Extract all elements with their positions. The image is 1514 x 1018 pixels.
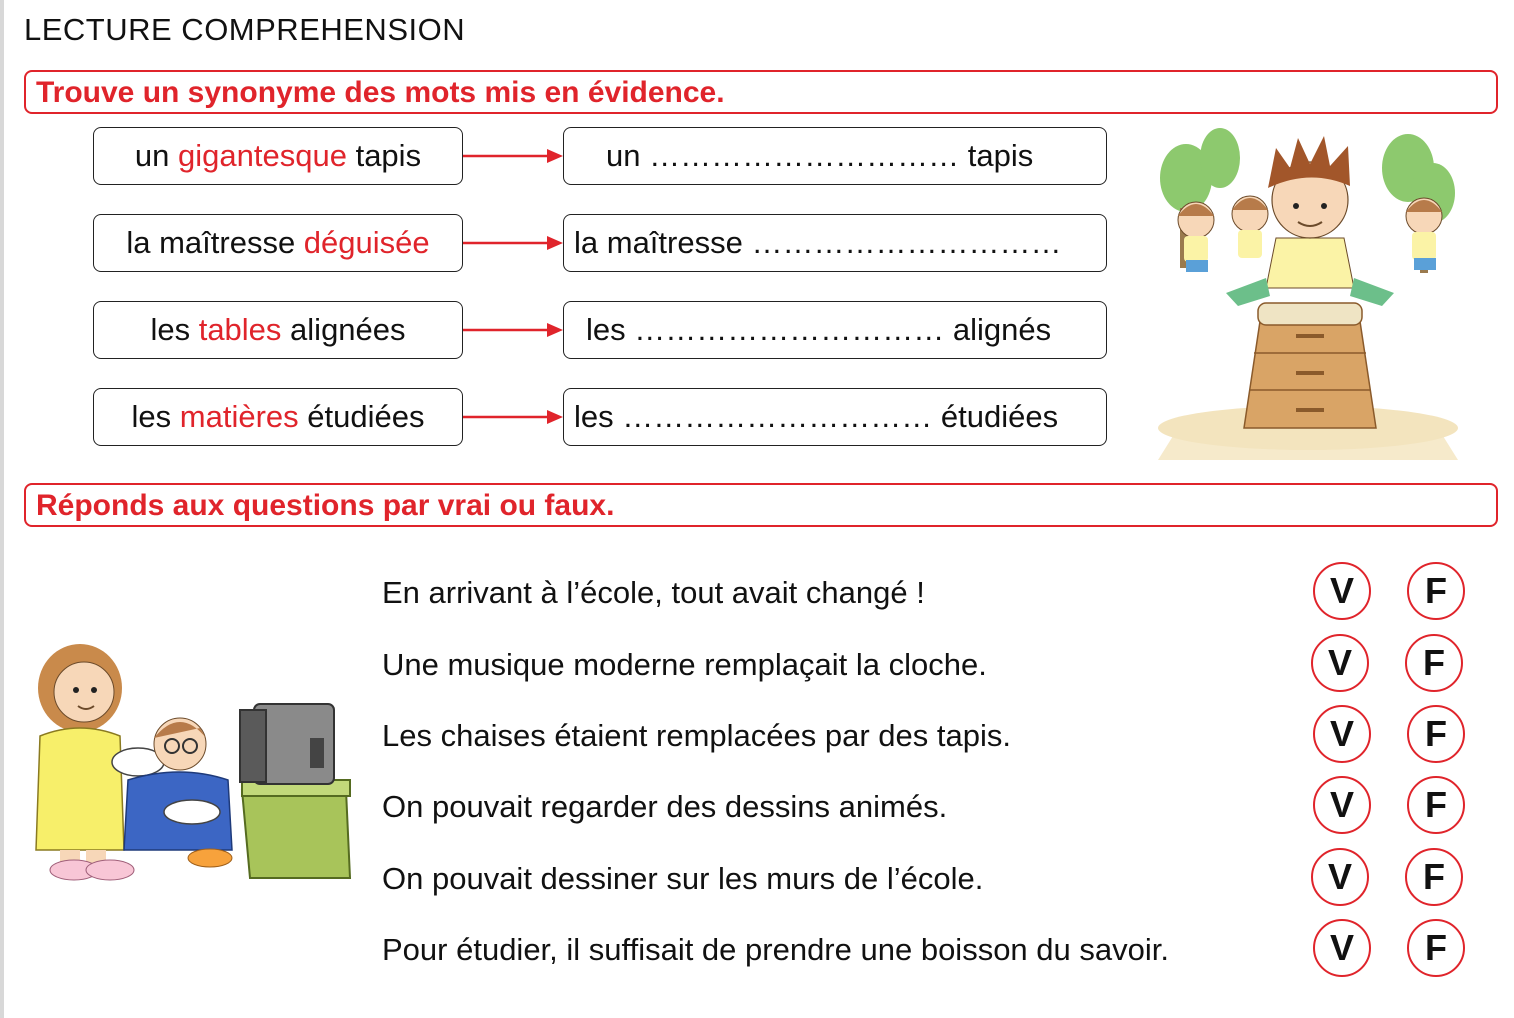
answer-prefix: les [574, 399, 623, 434]
false-choice-button[interactable]: F [1405, 848, 1463, 906]
answer-prefix: la maîtresse [574, 225, 752, 260]
question-text: On pouvait dessiner sur les murs de l’école. [382, 861, 984, 896]
highlighted-word: gigantesque [178, 138, 347, 173]
children-watching-tv-illustration [20, 640, 360, 890]
arrow-right-icon [463, 407, 563, 427]
true-false-instruction: Réponds aux questions par vrai ou faux. [24, 483, 1498, 527]
true-choice-button[interactable]: V [1313, 776, 1371, 834]
answer-box[interactable] [563, 127, 1107, 185]
question-text: On pouvait regarder des dessins animés. [382, 789, 948, 824]
false-choice-button[interactable]: F [1407, 562, 1465, 620]
phrase-text: la maîtresse [126, 225, 304, 260]
source-phrase-box [93, 127, 463, 185]
arrow-right-icon [463, 233, 563, 253]
source-phrase-box [93, 388, 463, 446]
phrase-text: étudiées [298, 399, 425, 434]
answer-blank[interactable]: ………………………… [751, 225, 1062, 260]
highlighted-word: matières [179, 399, 299, 434]
true-choice-button[interactable]: V [1311, 634, 1369, 692]
phrase-text: les [150, 312, 199, 347]
question-text: Les chaises étaient remplacées par des tapis. [382, 718, 1011, 753]
true-choice-button[interactable]: V [1313, 562, 1371, 620]
false-choice-button[interactable]: F [1405, 634, 1463, 692]
answer-prefix: un [606, 138, 650, 173]
arrow-right-icon [463, 320, 563, 340]
false-choice-button[interactable]: F [1407, 776, 1465, 834]
true-choice-button[interactable]: V [1313, 705, 1371, 763]
question-text: Pour étudier, il suffisait de prendre une boisson du savoir. [382, 932, 1169, 967]
answer-blank[interactable]: ………………………… [649, 138, 960, 173]
page-title: LECTURE COMPREHENSION [24, 12, 466, 47]
answer-suffix: étudiées [932, 399, 1059, 434]
page-left-edge [0, 0, 4, 1018]
question-text: Une musique moderne remplaçait la cloche. [382, 647, 987, 682]
phrase-text: alignées [281, 312, 406, 347]
arrow-right-icon [463, 146, 563, 166]
highlighted-word: tables [198, 312, 282, 347]
answer-box[interactable] [563, 214, 1107, 272]
question-text: En arrivant à l’école, tout avait changé ! [382, 575, 925, 610]
answer-blank[interactable]: ………………………… [634, 312, 945, 347]
answer-box[interactable] [563, 388, 1107, 446]
highlighted-word: déguisée [303, 225, 430, 260]
phrase-text: tapis [346, 138, 422, 173]
answer-box[interactable] [563, 301, 1107, 359]
true-choice-button[interactable]: V [1311, 848, 1369, 906]
true-choice-button[interactable]: V [1313, 919, 1371, 977]
answer-blank[interactable]: ………………………… [622, 399, 933, 434]
synonym-instruction: Trouve un synonyme des mots mis en évidence. [24, 70, 1498, 114]
phrase-text: les [131, 399, 180, 434]
answer-suffix: tapis [959, 138, 1034, 173]
phrase-text: un [134, 138, 179, 173]
source-phrase-box [93, 301, 463, 359]
answer-prefix: les [586, 312, 635, 347]
answer-suffix: alignés [944, 312, 1052, 347]
children-vaulting-box-illustration [1158, 128, 1458, 460]
false-choice-button[interactable]: F [1407, 705, 1465, 763]
false-choice-button[interactable]: F [1407, 919, 1465, 977]
source-phrase-box [93, 214, 463, 272]
